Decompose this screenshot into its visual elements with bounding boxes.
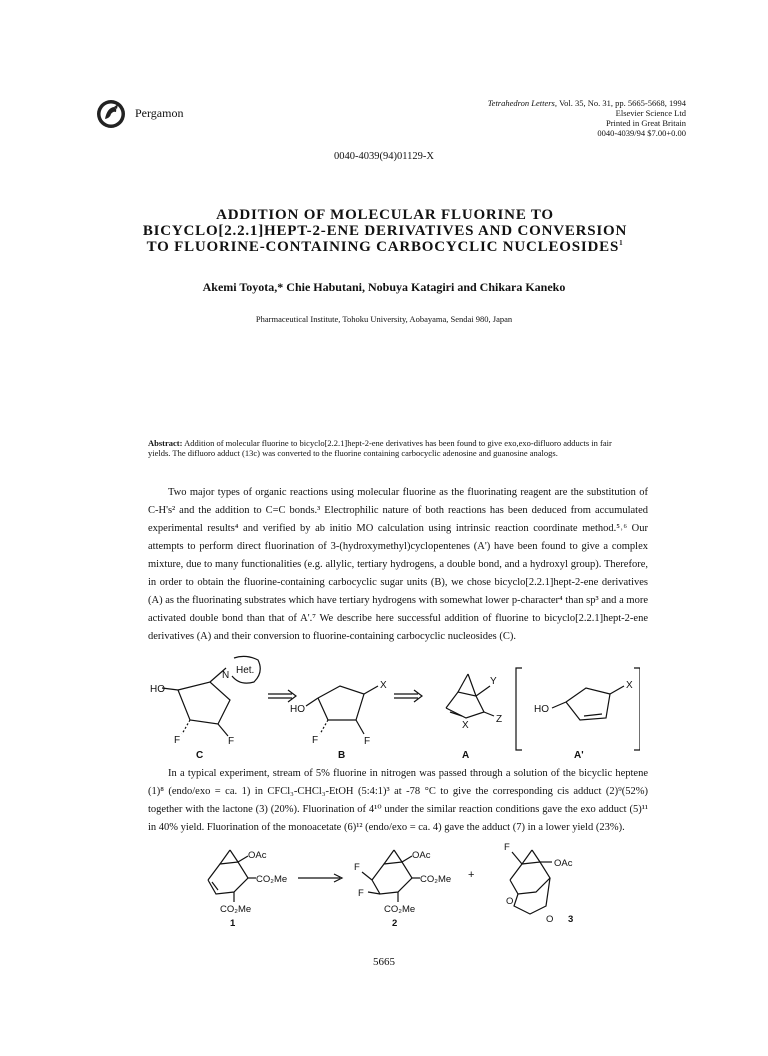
compound-2-f-bond-2 bbox=[368, 892, 380, 894]
scheme2-label-3: 3 bbox=[568, 914, 574, 925]
compound-a-prime-ch2-bond bbox=[552, 702, 566, 708]
scheme2-f-2b: F bbox=[358, 888, 364, 899]
issn: 0040-4039(94)01129-X bbox=[334, 151, 434, 162]
scheme1-z: Z bbox=[496, 714, 503, 725]
title-ref: 1 bbox=[619, 239, 624, 247]
compound-c-ring bbox=[178, 682, 230, 724]
journal-publisher: Elsevier Science Ltd bbox=[615, 108, 686, 118]
pergamon-logo-icon bbox=[96, 99, 126, 129]
publisher-name: Pergamon bbox=[135, 106, 184, 120]
scheme2-oac-1: OAc bbox=[248, 850, 267, 861]
scheme1-label-a: A bbox=[462, 750, 470, 760]
bracket-left bbox=[516, 668, 522, 750]
scheme1-x-a-prime: X bbox=[626, 680, 633, 691]
compound-c-f-bond-2 bbox=[218, 724, 228, 736]
affiliation: Pharmaceutical Institute, Tohoku University, Aobayama, Sendai 980, Japan bbox=[255, 314, 513, 324]
scheme1-f-c1: F bbox=[174, 735, 181, 746]
compound-1-bridge bbox=[220, 850, 230, 864]
compound-1-oac-bond bbox=[238, 856, 248, 862]
scheme-2 bbox=[200, 838, 610, 938]
scheme2-oac-2: OAc bbox=[412, 850, 431, 861]
scheme1-ho-a-prime: HO bbox=[534, 704, 549, 715]
compound-3-bridge bbox=[522, 850, 532, 864]
compound-3-f-bond bbox=[512, 852, 522, 864]
compound-a-y-bond bbox=[476, 686, 490, 696]
scheme1-f-b1: F bbox=[312, 735, 319, 746]
scheme1-het: Het. bbox=[236, 665, 255, 676]
scheme1-x-a: X bbox=[462, 720, 469, 731]
scheme2-label-1: 1 bbox=[230, 918, 236, 929]
journal-info bbox=[488, 98, 686, 138]
scheme2-o-ring: O bbox=[506, 896, 514, 907]
scheme1-ho-b: HO bbox=[290, 704, 305, 715]
scheme1-ho-c: HO bbox=[150, 684, 165, 695]
scheme1-n: N bbox=[222, 670, 230, 681]
authors: Akemi Toyota,* Chie Habutani, Nobuya Katagiri and Chikara Kaneko bbox=[202, 280, 566, 294]
compound-b-ring bbox=[318, 686, 364, 720]
compound-1-ring bbox=[208, 862, 248, 894]
compound-b-ch2-bond bbox=[306, 698, 318, 706]
abstract-label: Abstract: bbox=[148, 438, 183, 448]
paper-title bbox=[130, 207, 640, 255]
scheme1-y: Y bbox=[490, 676, 497, 687]
journal-volume: Vol. 35, No. 31, pp. 5665-5668, 1994 bbox=[559, 98, 686, 108]
compound-a-ring bbox=[446, 692, 484, 718]
scheme1-label-c: C bbox=[196, 750, 204, 760]
scheme1-f-b2: F bbox=[364, 736, 371, 747]
paper-title-text: ADDITION OF MOLECULAR FLUORINE TO BICYCLO[2.2.1]HEPT-2-ENE DERIVATIVES AND CONVERSION TO FLUORINE-CONTAINING CARBOCYCLIC NUCLEOSIDES bbox=[142, 207, 628, 255]
compound-3-ring bbox=[510, 862, 550, 894]
compound-2-bridge bbox=[384, 850, 394, 864]
bracket-right bbox=[634, 668, 640, 750]
compound-b-f-bond-2 bbox=[356, 720, 364, 734]
scheme2-co2me-1a: CO₂Me bbox=[256, 874, 288, 885]
scheme2-f-3: F bbox=[504, 842, 510, 853]
journal-printed: Printed in Great Britain bbox=[605, 118, 686, 128]
compound-2-oac-bond bbox=[402, 856, 412, 862]
compound-a-bridge bbox=[458, 674, 468, 692]
compound-2-ring bbox=[372, 862, 412, 894]
abstract-text: Addition of molecular fluorine to bicyclo[2.2.1]hept-2-ene derivatives has been found to give exo,exo-difluoro adducts in fair yields. The difluoro adduct (13c) was converted to the fluorine containing carbocyclic adenosine and guanosine analogs. bbox=[148, 438, 612, 458]
compound-b-x-bond bbox=[364, 686, 378, 694]
compound-b-f-bond-1 bbox=[320, 720, 328, 734]
scheme2-plus: + bbox=[468, 869, 475, 881]
scheme2-o-carbonyl: O bbox=[546, 914, 554, 925]
compound-2-f-bond-1 bbox=[362, 872, 372, 880]
journal-name: Tetrahedron Letters, bbox=[487, 98, 557, 108]
scheme1-f-c2: F bbox=[228, 736, 235, 747]
scheme2-oac-3: OAc bbox=[554, 858, 573, 869]
compound-a-prime-x-bond bbox=[610, 686, 624, 694]
page-number: 5665 bbox=[373, 956, 395, 968]
scheme1-x-b: X bbox=[380, 680, 387, 691]
scheme2-label-2: 2 bbox=[392, 918, 398, 929]
scheme2-f-2a: F bbox=[354, 862, 360, 873]
scheme-1 bbox=[150, 650, 640, 760]
abstract bbox=[148, 438, 624, 458]
journal-price: 0040-4039/94 $7.00+0.00 bbox=[597, 128, 686, 138]
scheme1-label-b: B bbox=[338, 750, 346, 760]
scheme2-co2me-1b: CO₂Me bbox=[220, 904, 252, 915]
scheme2-co2me-2a: CO₂Me bbox=[420, 874, 452, 885]
compound-c-f-bond-1 bbox=[182, 720, 190, 734]
scheme1-label-a-prime: A' bbox=[574, 750, 584, 760]
compound-a-z-bond bbox=[484, 712, 494, 716]
scheme2-co2me-2b: CO₂Me bbox=[384, 904, 416, 915]
paragraph-1: Two major types of organic reactions using molecular fluorine as the fluorinating reagent are the substitution of C-H's² and the addition to C=C bonds.³ Electrophilic nature of both reactions has been deduced from accumulated experimental results⁴ and verified by ab initio MO calculation using intrinsic reaction coordinate method.⁵˒⁶ Our attempts to perform direct fluorination of 3-(hydroxymethyl)cyclopentenes (A') have been found to give a complex mixture, due to many functionalities (e.g. allylic, tertiary hydrogens, a double bond, and a hydroxyl group). Therefore, in order to obtain the fluorine-containing carbocyclic sugar units (B), we chose bicyclo[2.2.1]hept-2-ene derivatives (A) as the fluorinating substrates which have tertiary hydrogens with somewhat lower p-character⁴ than sp³ and a more activated double bond than that of A'.⁷ We describe here successful addition of fluorine to bicyclo[2.2.1]hept-2-ene derivatives (A) and their conversion to fluorine-containing carbocyclic nucleosides (C). bbox=[148, 487, 648, 642]
paragraph-2: In a typical experiment, stream of 5% fluorine in nitrogen was passed through a solution of the bicyclic heptene (1)⁸ (endo/exo = ca. 1) in CFCl₃-CHCl₃-EtOH (5:4:1)³ at -78 °C to give the corresponding cis adduct (2)⁹(52%) together with the lactone (3) (20%). Fluorination of 4¹⁰ under the similar reaction conditions gave the exo adduct (5)¹¹ in 40% yield. Fluorination of the monoacetate (6)¹² (endo/exo = ca. 4) gave the adduct (7) in a lower yield (23%). bbox=[148, 768, 648, 833]
